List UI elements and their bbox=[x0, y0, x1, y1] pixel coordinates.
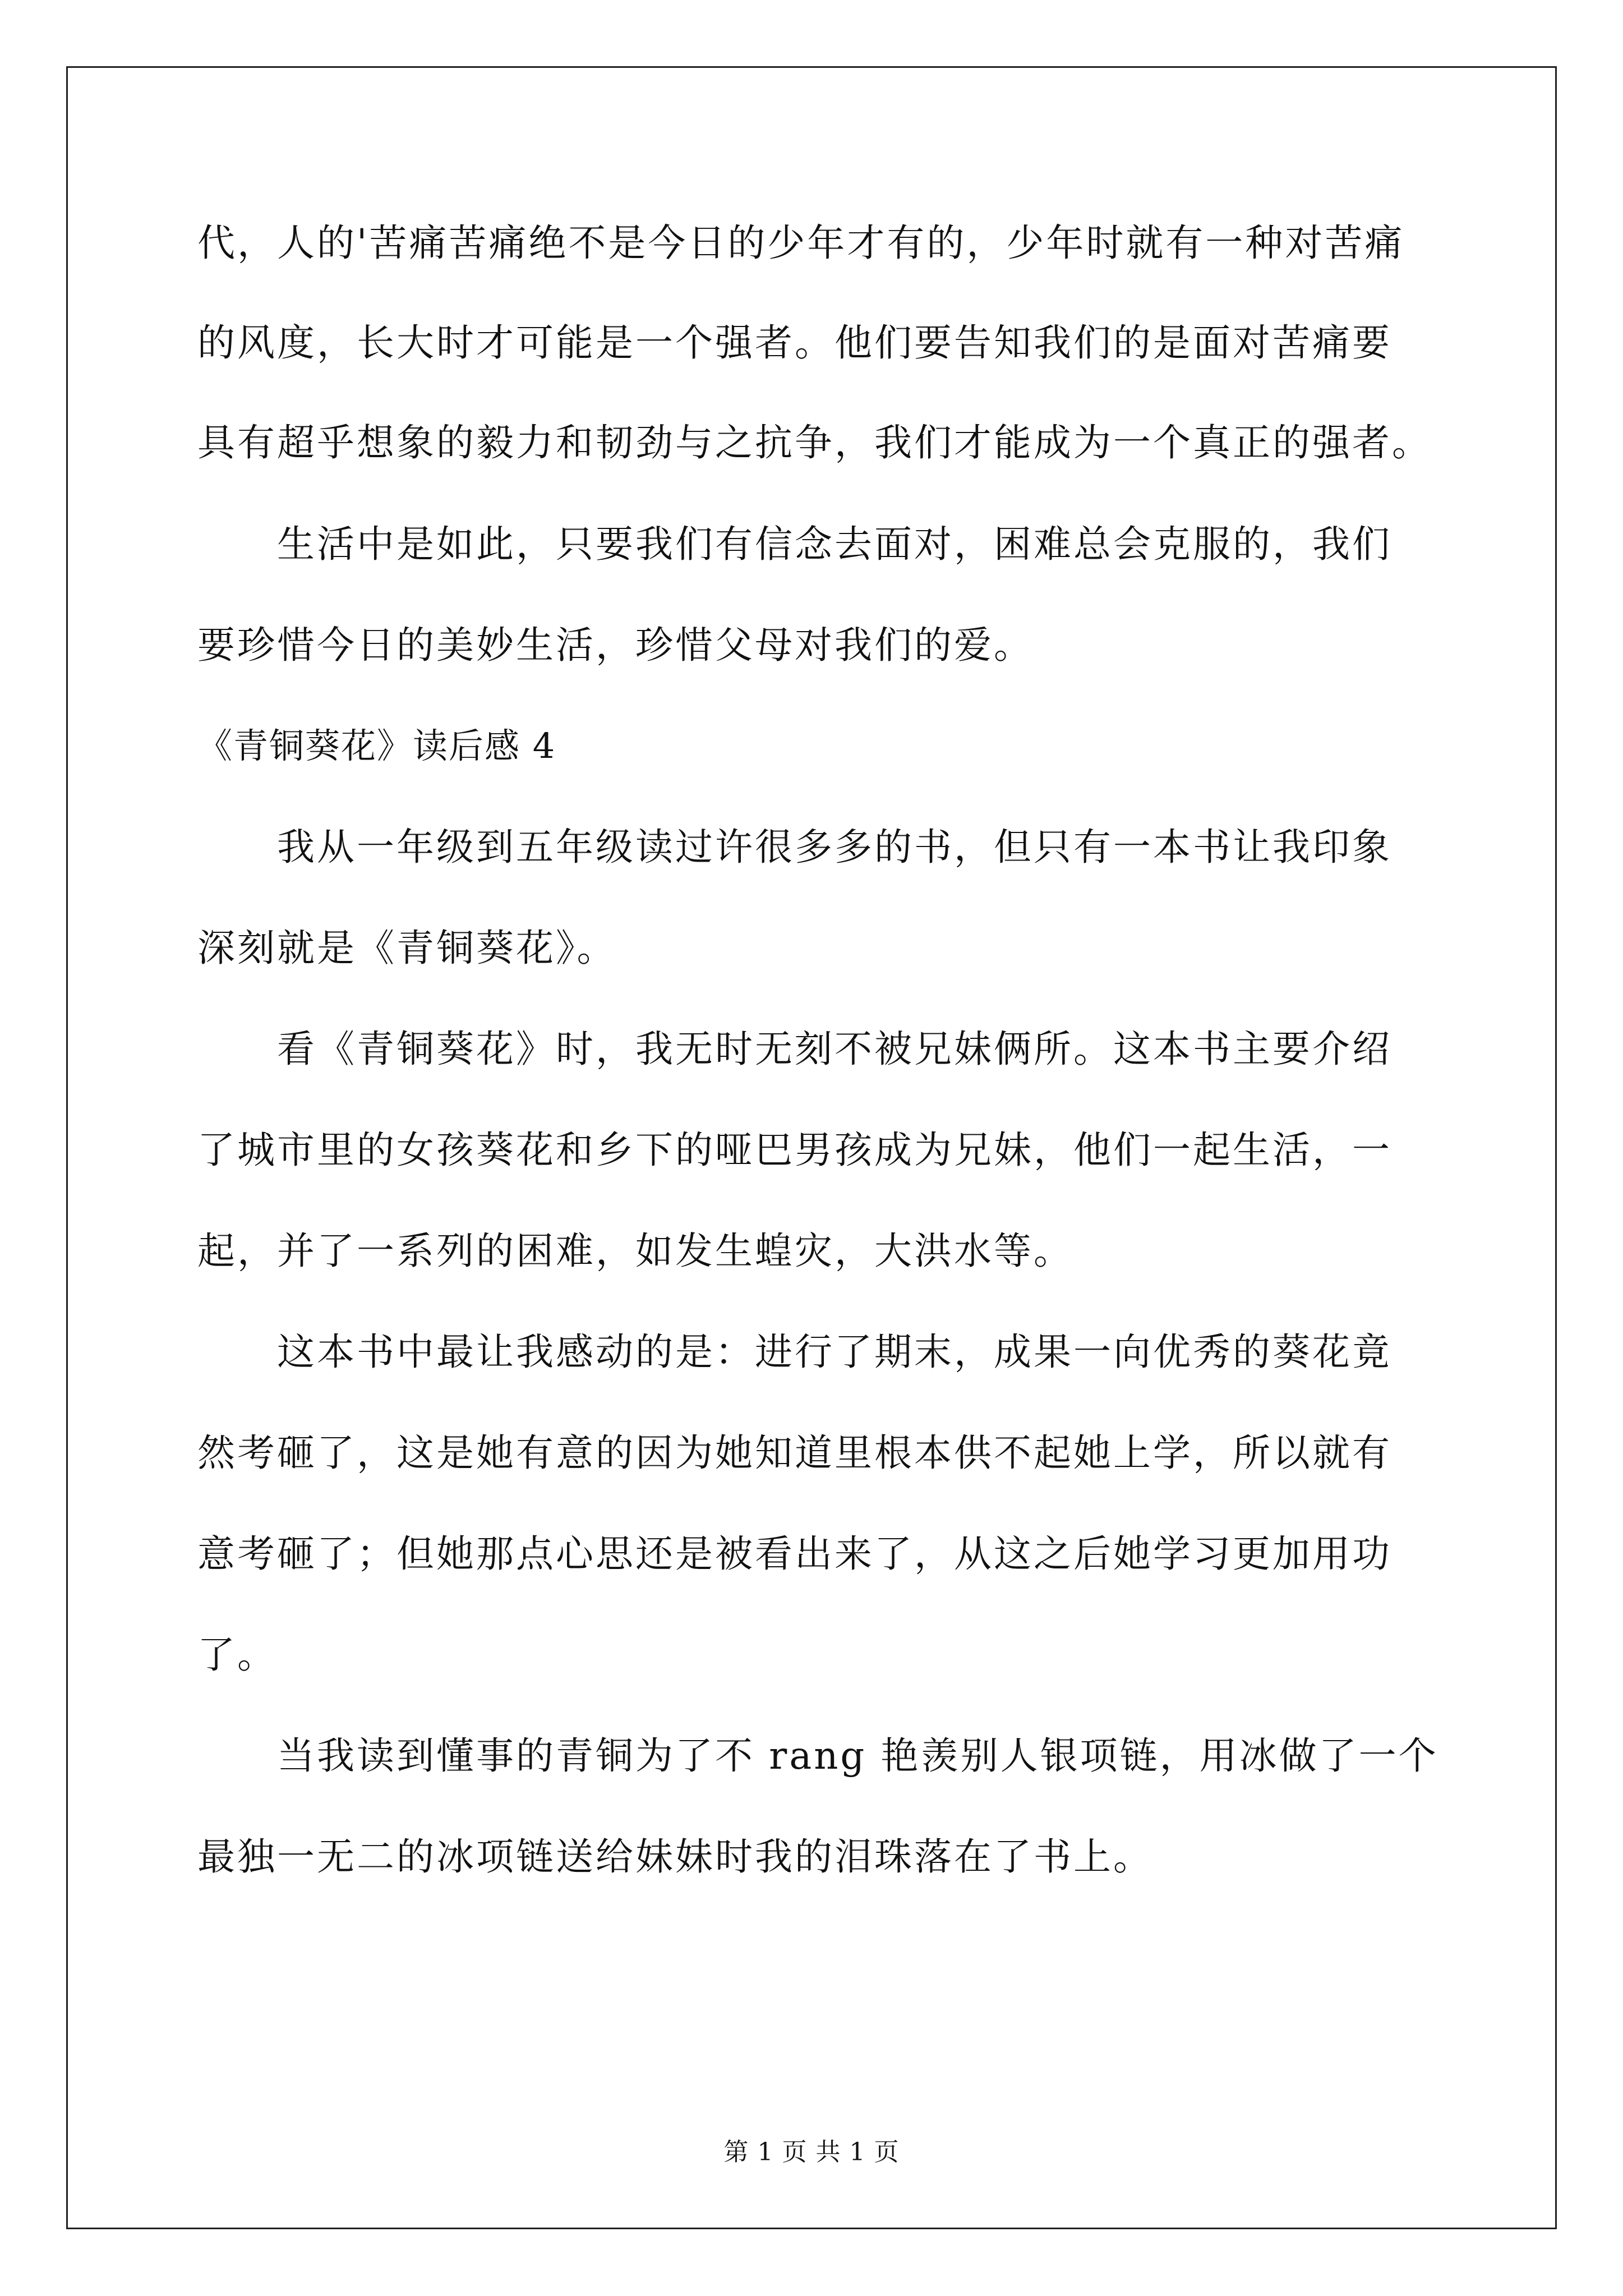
paragraph-line: 深刻就是《青铜葵花》。 bbox=[197, 926, 617, 970]
paragraph-line: 了。 bbox=[197, 1633, 277, 1677]
paragraph-line: 的风度，长大时才可能是一个强者。他们要告知我们的是面对苦痛要 bbox=[197, 321, 1392, 365]
paragraph-line: 我从一年级到五年级读过许很多多的书，但只有一本书让我印象 bbox=[277, 825, 1392, 869]
paragraph-line: 这本书中最让我感动的是：进行了期末，成果一向优秀的葵花竟 bbox=[277, 1330, 1392, 1374]
paragraph-line: 看《青铜葵花》时，我无时无刻不被兄妹俩所。这本书主要介绍 bbox=[277, 1027, 1392, 1071]
paragraph-line: 了城市里的女孩葵花和乡下的哑巴男孩成为兄妹，他们一起生活，一 bbox=[197, 1128, 1392, 1172]
paragraph-line: 生活中是如此，只要我们有信念去面对，困难总会克服的，我们 bbox=[277, 522, 1392, 566]
paragraph-line: 具有超乎想象的毅力和韧劲与之抗争，我们才能成为一个真正的强者。 bbox=[197, 421, 1432, 464]
paragraph-line: 要珍惜今日的美妙生活，珍惜父母对我们的爱。 bbox=[197, 623, 1034, 667]
section-heading: 《青铜葵花》读后感 4 bbox=[197, 725, 556, 766]
paragraph-line: 然考砸了，这是她有意的因为她知道里根本供不起她上学，所以就有 bbox=[197, 1431, 1392, 1475]
page-footer: 第 1 页 共 1 页 bbox=[723, 2138, 900, 2166]
paragraph-line: 起，并了一系列的困难，如发生蝗灾，大洪水等。 bbox=[197, 1229, 1073, 1273]
paragraph-line: 意考砸了；但她那点心思还是被看出来了，从这之后她学习更加用功 bbox=[197, 1532, 1392, 1576]
paragraph-line: 最独一无二的冰项链送给妹妹时我的泪珠落在了书上。 bbox=[197, 1835, 1153, 1879]
paragraph-line: 当我读到懂事的青铜为了不 rang 艳羡别人银项链，用冰做了一个 bbox=[277, 1734, 1438, 1778]
paragraph-line: 代，人的'苦痛苦痛绝不是今日的少年才有的，少年时就有一种对苦痛 bbox=[197, 221, 1405, 265]
